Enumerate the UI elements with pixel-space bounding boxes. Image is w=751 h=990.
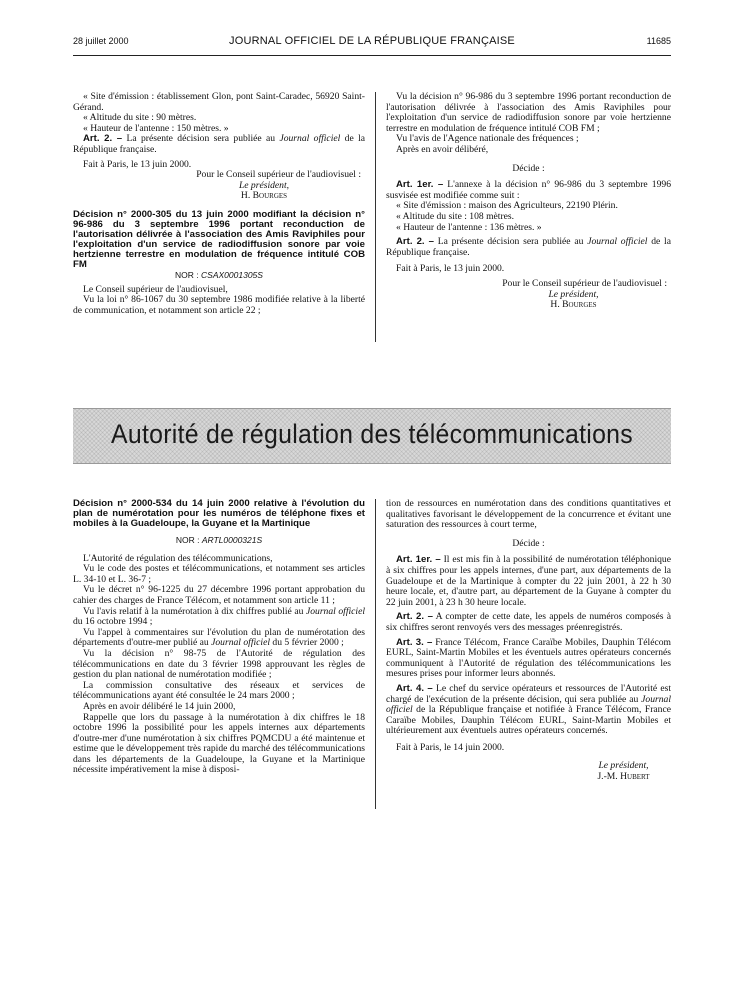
article-1: Art. 1er. – Il est mis fin à la possibilité de numérotation téléphonique à six chiffres pour les appels internes, d'une part, aux départements de la Guadeloupe et de la Martinique à compter du 22 juin 2001, à 22 h 30 heure locale, et, d'autre part, au département de la Guyane à compter du 22 juin 2001, à 23 h 30 heure locale.: [386, 554, 671, 608]
article-2: Art. 2. – La présente décision sera publiée au Journal officiel de la République française.: [73, 133, 365, 155]
page-header: [73, 36, 671, 52]
vu-decret: Vu le décret n° 96-1225 du 27 décembre 1996 portant approbation du cahier des charges de France Télécom, et notamment son article 11 ;: [73, 584, 365, 606]
column-bottom-right: [386, 499, 671, 783]
nor-reference: NOR : ARTL0000321S: [175, 535, 263, 545]
rappelle-paragraph: Rappelle que lors du passage à la numérotation à dix chiffres le 18 octobre 1996 la possibilité pour les appels internes aux départements d'outre-mer d'une numérotation à six chiffres PQMCDU a été maintenue et estime que le développement très rapide du marché des télécommunications dans les départements de la Guadeloupe, la Guyane et la Martinique nécessite impérativement la mise à disposi-: [73, 711, 365, 776]
page-number: 11685: [646, 36, 671, 46]
article-3: Art. 3. – France Télécom, France Caraïbe Mobiles, Dauphin Télécom EURL, Saint-Martin Mobiles et les éventuels autres opérateurs concernés communiquent à l'Autorité de régulation des télécommunications les mesures prises pour informer leurs abonnés.: [386, 636, 671, 680]
commission-line: La commission consultative des réseaux et services de télécommunications ayant été consultée le 24 mars 2000 ;: [73, 679, 365, 702]
vu-avis: Vu l'avis de l'Agence nationale des fréquences ;: [396, 133, 579, 145]
header-title: JOURNAL OFFICIEL DE LA RÉPUBLIQUE FRANÇAISE: [229, 35, 515, 47]
site-line: « Site d'émission : établissement Glon, pont Saint-Caradec, 56920 Saint-Gérand.: [73, 91, 365, 113]
signature-authority: Pour le Conseil supérieur de l'audiovisuel :: [196, 169, 361, 181]
autorite-line: L'Autorité de régulation des télécommunications,: [83, 552, 273, 564]
continuation-paragraph: tion de ressources en numérotation dans des conditions quantitatives et qualitatives favorisant le développement de la concurrence et évitant une saturation des ressources à court terme,: [386, 498, 671, 531]
column-bottom-left: [73, 499, 365, 776]
altitude-line: « Altitude du site : 90 mètres.: [83, 112, 197, 124]
vu-loi: Vu la loi n° 86-1067 du 30 septembre 1986 modifiée relative à la liberté de communication, et notamment son article 22 ;: [73, 294, 365, 316]
signature-date: Fait à Paris, le 13 juin 2000.: [83, 158, 192, 170]
signature-date: Fait à Paris, le 14 juin 2000.: [396, 741, 505, 753]
signature-authority: Pour le Conseil supérieur de l'audiovisuel :: [502, 277, 667, 289]
conseil-line: Le Conseil supérieur de l'audiovisuel,: [83, 283, 228, 295]
vu-decision: Vu la décision n° 96-986 du 3 septembre 1996 portant reconduction de l'autorisation délivrée à l'association des Amis Raviphiles pour l'exploitation d'un service de radiodiffusion sonore par voie hertzienne terrestre en modulation de fréquence intitulé COB FM ;: [386, 91, 671, 134]
decide-heading: Décide :: [512, 537, 545, 549]
signature-title: Le président,: [598, 760, 649, 772]
column-top-right: [386, 92, 671, 311]
column-divider: [375, 499, 376, 809]
apres-deliberation: Après en avoir délibéré le 14 juin 2000,: [83, 700, 236, 712]
vu-decision: Vu la décision n° 98-75 de l'Autorité de régulation des télécommunications en date du 3 février 1998 approuvant les règles de gestion du plan national de numérotation modifiée ;: [73, 647, 365, 681]
antenna-line: « Hauteur de l'antenne : 150 mètres. »: [83, 122, 229, 134]
banner-title: Autorité de régulation des télécommunications: [111, 419, 633, 449]
decide-heading: Décide :: [512, 162, 545, 174]
article-2: Art. 2. – A compter de cette date, les appels de numéros composés à six chiffres seront renvoyés vers des messages préenregistrés.: [386, 611, 671, 633]
article-2: Art. 2. – La présente décision sera publiée au Journal officiel de la République française.: [386, 236, 671, 258]
section-banner: [73, 408, 671, 464]
signature-name: H. Bourges: [240, 190, 288, 202]
header-date: 28 juillet 2000: [73, 36, 129, 46]
vu-avis: Vu l'avis relatif à la numérotation à dix chiffres publié au Journal officiel du 16 octobre 1994 ;: [73, 605, 366, 628]
column-divider: [375, 92, 376, 342]
header-rule: [73, 55, 671, 56]
decision-title: Décision n° 2000-534 du 14 juin 2000 relative à l'évolution du plan de numérotation pour les numéros de téléphone fixes et mobiles à la Guadeloupe, la Guyane et la Martinique: [73, 498, 365, 529]
signature-name: H. Bourges: [550, 299, 597, 311]
article-4: Art. 4. – Le chef du service opérateurs et ressources de l'Autorité est chargé de l'exécution de la présente décision, qui sera publiée au Journal officiel de la République française et notifiée à France Télécom, France Caraïbe Mobiles, Dauphin Télécom EURL, Saint-Martin Mobiles et ultérieurement aux éventuels autres opérateurs concernés.: [386, 682, 671, 737]
signature-title: Le président,: [548, 288, 599, 300]
signature-name: J.-M. Hubert: [597, 771, 650, 783]
signature-date: Fait à Paris, le 13 juin 2000.: [396, 263, 505, 275]
vu-code: Vu le code des postes et télécommunications, et notamment ses articles L. 34-10 et L. 36-7 ;: [73, 563, 365, 585]
vu-appel: Vu l'appel à commentaires sur l'évolution du plan de numérotation des départements d'outre-mer publié au Journal officiel du 5 février 2000 ;: [73, 626, 365, 649]
antenna-line: « Hauteur de l'antenne : 136 mètres. »: [396, 221, 542, 233]
altitude-line: « Altitude du site : 108 mètres.: [396, 210, 515, 222]
decision-title: Décision n° 2000-305 du 13 juin 2000 modifiant la décision n° 96-986 du 3 septembre 1996 portant reconduction de l'autorisation délivrée à l'association des Amis Raviphiles pour l'exploitation d'un service de radiodiffusion sonore par voie hertzienne terrestre en modulation de fréquence intitulé COB FM: [73, 208, 365, 270]
nor-reference: NOR : CSAX0001305S: [175, 269, 263, 280]
apres-deliberation: Après en avoir délibéré,: [396, 143, 489, 155]
site-line: « Site d'émission : maison des Agriculteurs, 22190 Plérin.: [396, 200, 618, 212]
signature-title: Le président,: [238, 179, 290, 191]
column-top-left: [73, 92, 365, 316]
article-label: Art. 2. –: [83, 133, 123, 145]
article-1: Art. 1er. – L'annexe à la décision n° 96-986 du 3 septembre 1996 susvisée est modifiée comme suit :: [386, 179, 671, 201]
